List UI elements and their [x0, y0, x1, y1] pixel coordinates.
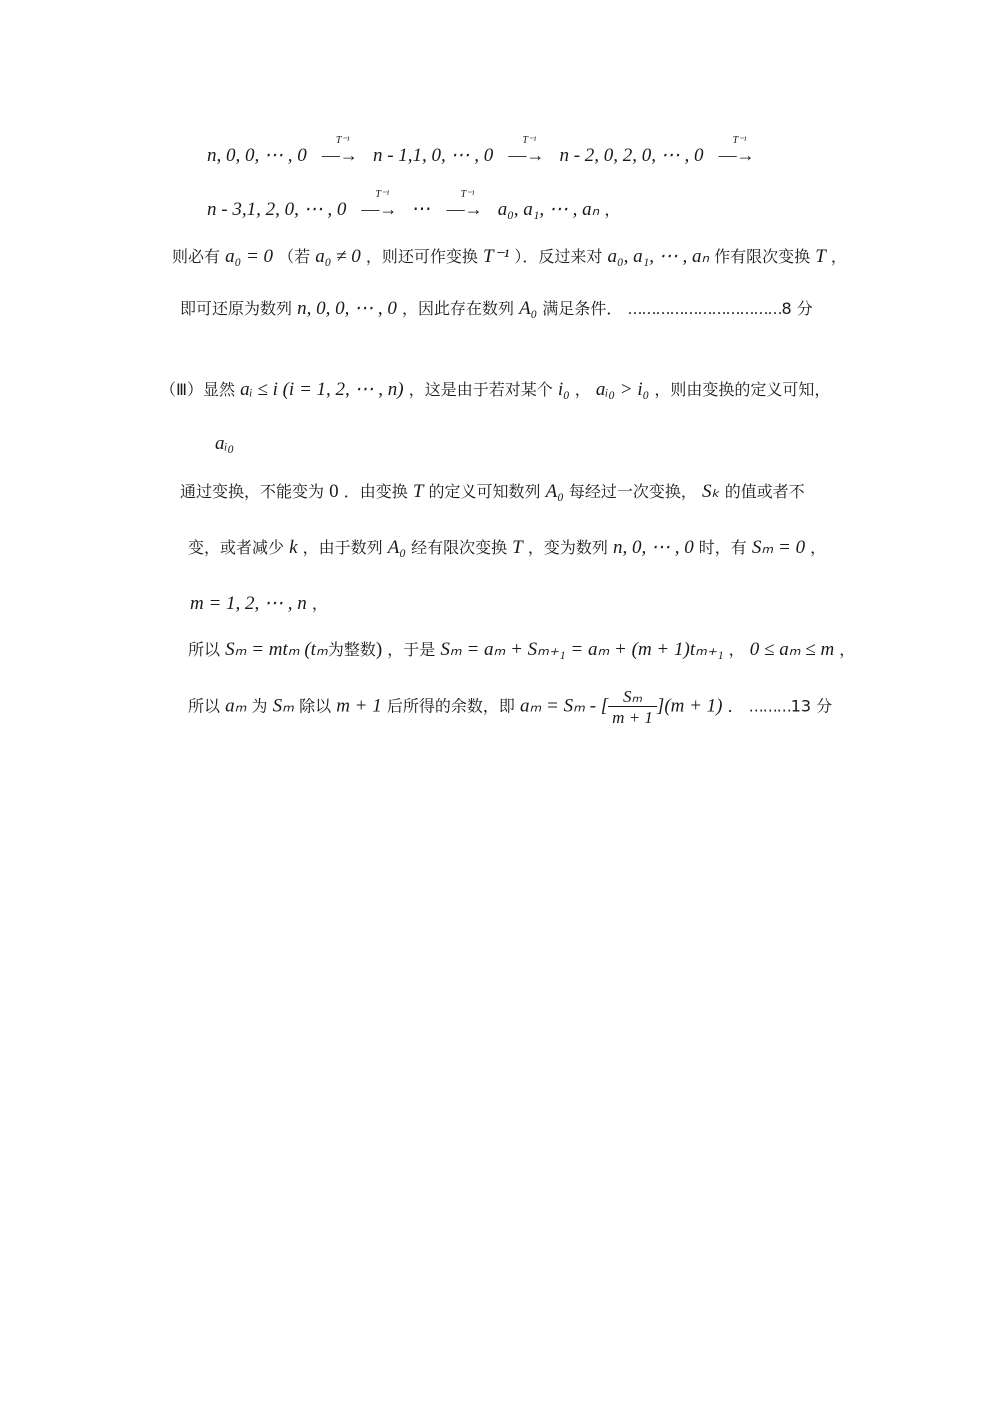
part-label: （Ⅲ）显然 [160, 380, 236, 399]
leader-dots: ……… [748, 697, 791, 716]
leader-dots: …………………………… [627, 300, 782, 318]
fraction: $\frac{\text{Sₘ}}{m + 1}$ [608, 688, 657, 726]
sequence-final: a₀, a₁, ⋯ , aₙ [497, 199, 600, 220]
inverse-transform-arrow: —→ T⁻¹ [718, 135, 755, 165]
inverse-transform-arrow: —→ T⁻¹ [321, 135, 358, 165]
proof-line-7: 通过变换，不能变为 0 ．由变换 T 的定义可知数列 A₀ 每经过一次变换， Sₖ 的值或者不 [180, 481, 805, 502]
sequence-initial: n, 0, 0, ⋯ , 0 [207, 145, 307, 166]
inverse-transform-arrow: —→ T⁻¹ [361, 189, 398, 219]
proof-line-8: 变，或者减少 k ，由于数列 A₀ 经有限次变换 T ，变为数列 n, 0, ⋯ , 0 时，有 Sₘ = 0 ， [188, 537, 827, 558]
sequence-step-3: n - 3,1, 2, 0, ⋯ , 0 [207, 199, 347, 220]
proof-line-11: 所以 aₘ 为 Sₘ 除以 m + 1 后所得的余数，即 aₘ = Sₘ - [ $\frac{\text{Sₘ}}{m + 1}$ ](m + 1) ． ………13 分 [188, 687, 833, 727]
proof-line-2: n - 3,1, 2, 0, ⋯ , 0 —→ T⁻¹ ⋯ —→ T⁻¹ a₀, a₁, ⋯ , aₙ ， [207, 189, 621, 220]
proof-line-5: （Ⅲ）显然 aᵢ ≤ i (i = 1, 2, ⋯ , n) ，这是由于若对某个 i₀ ， aᵢ₀ > i₀ ，则由变换的定义可知， [160, 379, 831, 400]
proof-line-6: aᵢ₀ [215, 433, 235, 454]
ellipsis: ⋯ [412, 199, 432, 220]
inverse-transform-arrow: —→ T⁻¹ [446, 189, 483, 219]
proof-line-10: 所以 Sₘ = mtₘ (tₘ为整数) ，于是 Sₘ = aₘ + Sₘ₊₁ = aₘ + (m + 1)tₘ₊₁ ， 0 ≤ aₘ ≤ m ， [188, 639, 856, 660]
inverse-transform-arrow: —→ T⁻¹ [508, 135, 545, 165]
proof-line-9: m = 1, 2, ⋯ , n ， [190, 593, 328, 614]
score-label: 13 分 [790, 696, 833, 716]
score-label: 8 分 [781, 299, 813, 318]
proof-line-4: 即可还原为数列 n, 0, 0, ⋯ , 0 ，因此存在数列 A₀ 满足条件． ……………………………8 分 [180, 298, 813, 319]
sequence-step-2: n - 2, 0, 2, 0, ⋯ , 0 [559, 145, 704, 166]
proof-line-1 [207, 135, 765, 166]
sequence-step-1: n - 1,1, 0, ⋯ , 0 [372, 145, 494, 166]
proof-line-3: 则必有 a₀ = 0 （若 a₀ ≠ 0 ，则还可作变换 T⁻¹ ）．反过来对 a₀, a₁, ⋯ , aₙ 作有限次变换 T ， [172, 246, 847, 267]
